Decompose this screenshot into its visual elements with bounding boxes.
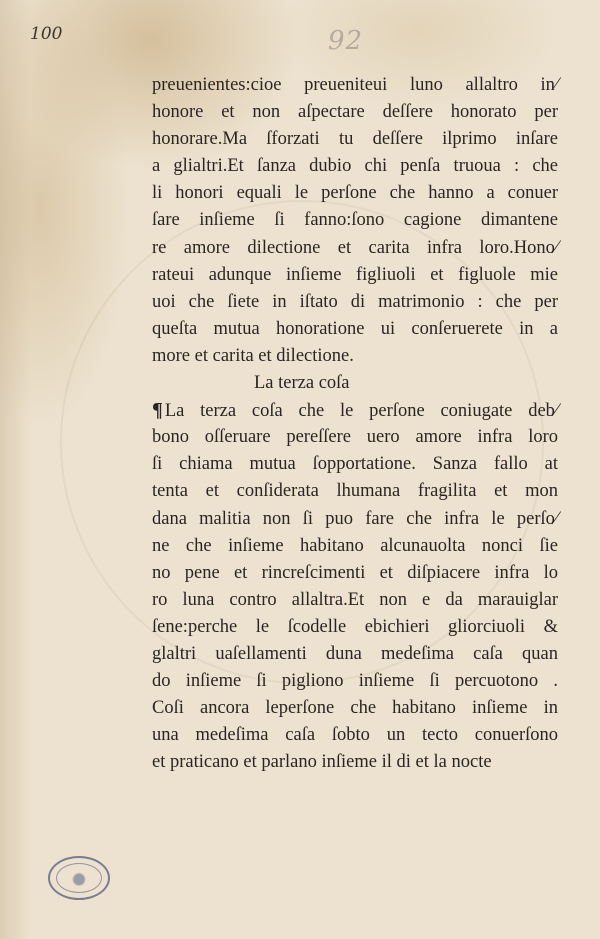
paragraph-line: ro luna contro allaltra.Et non e da marauiglar bbox=[152, 589, 558, 610]
paragraph-line: glaltri uaſellamenti duna medeſima caſa quan bbox=[152, 643, 558, 664]
text-line: a glialtri.Et ſanza dubio chi penſa truoua : che bbox=[152, 156, 558, 177]
faded-folio-number: 92 bbox=[328, 26, 364, 56]
paragraph-line: ſi chiama mutua ſopportatione. Sanza fallo at bbox=[152, 454, 558, 475]
library-stamp-emblem bbox=[56, 863, 102, 893]
text-line: uoi che ſiete in iſtato di matrimonio : che per bbox=[152, 291, 558, 312]
paragraph-line: no pene et rincreſcimenti et diſpiacere infra lo bbox=[152, 562, 558, 583]
paragraph-line-text: La terza coſa che le perſone coniugate deb⁄ bbox=[164, 401, 558, 422]
pilcrow-mark: ¶ bbox=[152, 399, 163, 422]
text-line: ſare inſieme ſi fanno:ſono cagione dimantene bbox=[152, 210, 558, 231]
text-line: re amore dilectione et carita infra loro.Hono⁄ bbox=[152, 237, 558, 258]
text-line: preuenientes:cioe preueniteui luno allaltro in⁄ bbox=[152, 75, 558, 95]
paragraph-line: do inſieme ſi pigliono inſieme ſi percuotono . bbox=[152, 671, 558, 692]
text-line: honore et non aſpectare deſſere honorato per bbox=[152, 102, 558, 123]
paragraph-line: dana malitia non ſi puo fare che infra le perſo⁄ bbox=[152, 508, 558, 529]
paragraph-line: una medeſima caſa ſobto un tecto conuerſono bbox=[152, 725, 558, 746]
folio-number: 100 bbox=[30, 24, 63, 44]
text-block bbox=[152, 72, 558, 776]
paragraph-line: bono oſſeruare pereſſere uero amore infra loro bbox=[152, 427, 558, 448]
paragraph-line: et praticano et parlano inſieme il di et la nocte bbox=[152, 752, 492, 773]
paragraph-line: ne che inſieme habitano alcunauolta nonci ſie bbox=[152, 535, 558, 556]
text-line: honorare.Ma ſforzati tu deſſere ilprimo inſare bbox=[152, 129, 558, 150]
paragraph-line: Coſi ancora leperſone che habitano inſieme in bbox=[152, 698, 558, 719]
paragraph-line: ſene:perche le ſcodelle ebichieri gliorciuoli & bbox=[152, 616, 558, 637]
paragraph-line: tenta et conſiderata lhumana fragilita et mon bbox=[152, 481, 558, 502]
text-line: rateui adunque inſieme figliuoli et figluole mie bbox=[152, 264, 558, 285]
text-line: more et carita et dilectione. bbox=[152, 345, 354, 366]
text-line: queſta mutua honoratione ui conſeruerete in a bbox=[152, 318, 558, 339]
paragraph-first-line bbox=[152, 397, 558, 424]
text-line: li honori equali le perſone che hanno a conuer bbox=[152, 183, 558, 204]
section-heading: La terza coſa bbox=[254, 373, 350, 394]
library-stamp bbox=[48, 856, 110, 900]
